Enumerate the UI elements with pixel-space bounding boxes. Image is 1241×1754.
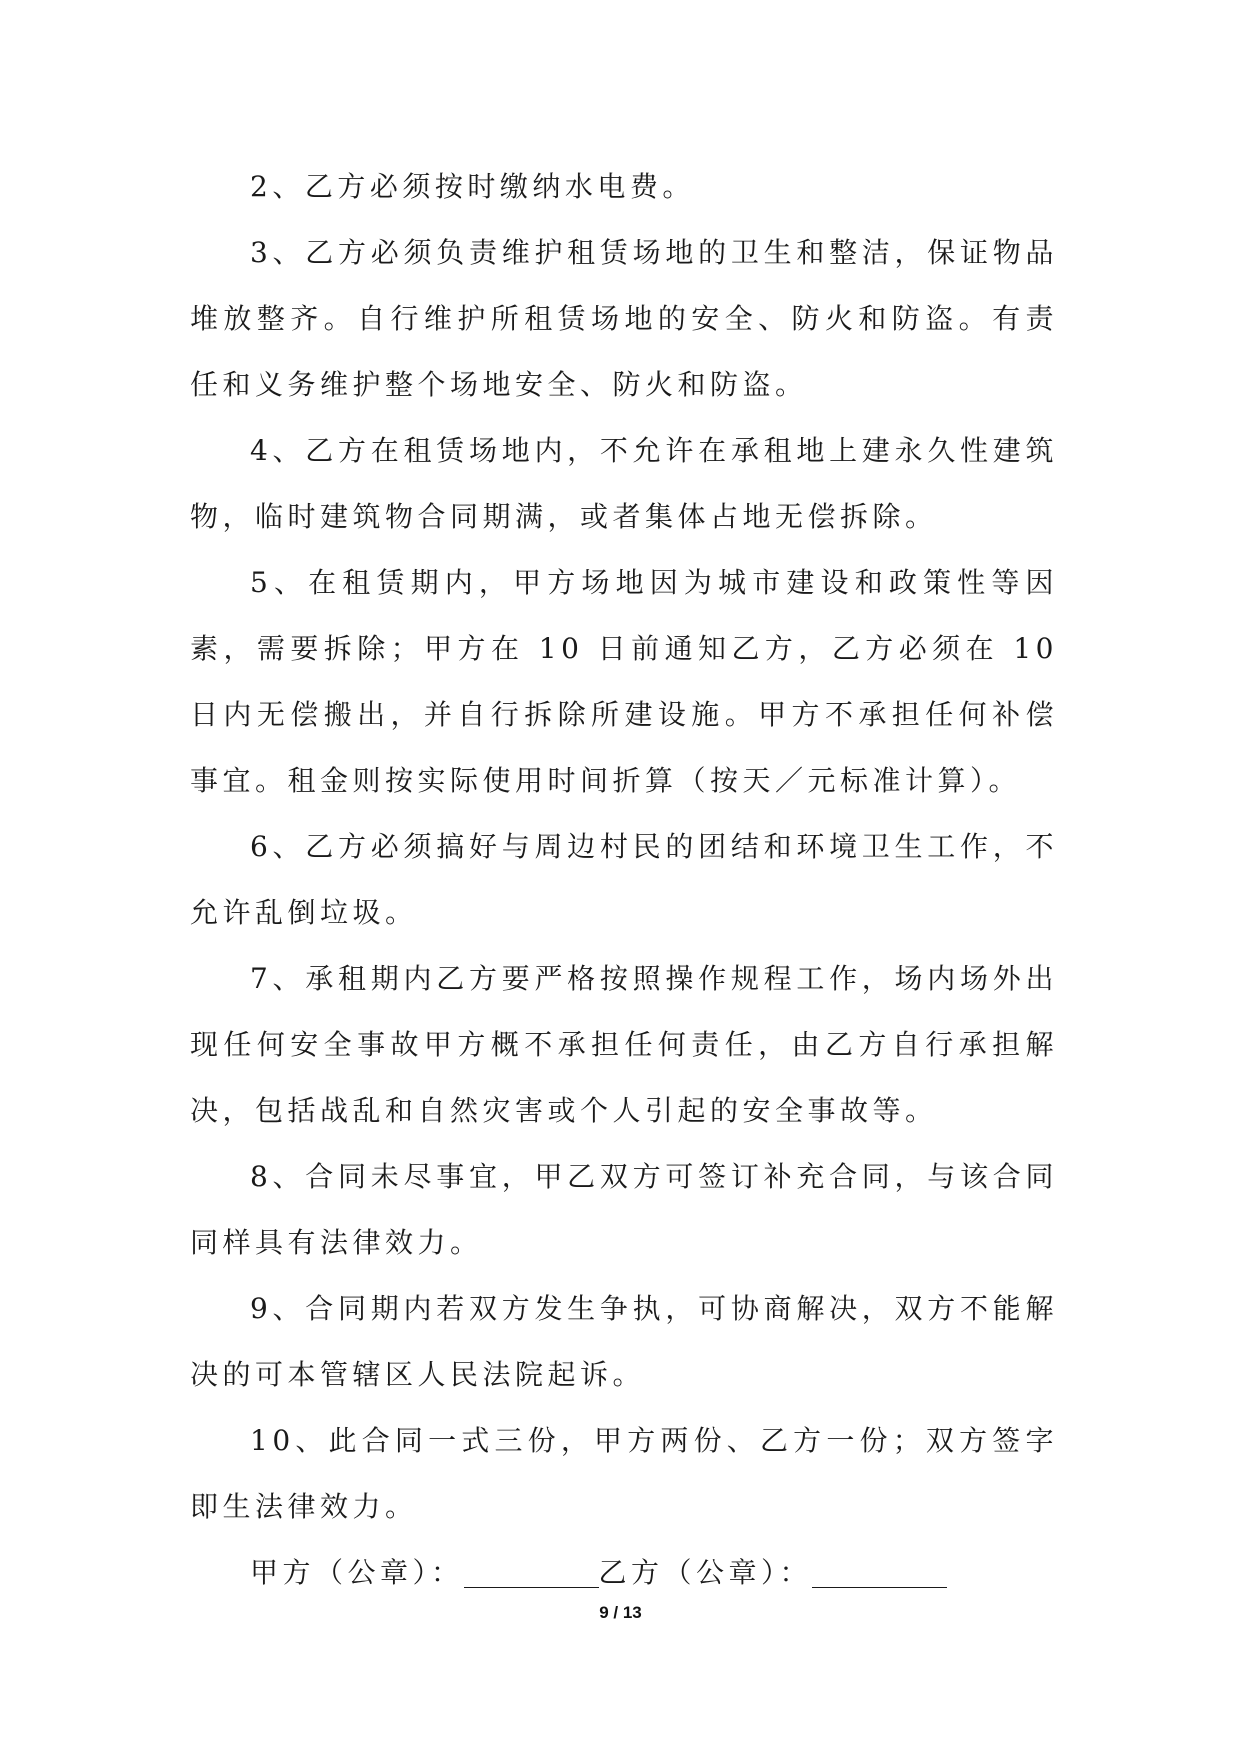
clause-8: 8、合同未尽事宜，甲乙双方可签订补充合同，与该合同同样具有法律效力。 [190, 1160, 1058, 1259]
clause-6: 6、乙方必须搞好与周边村民的团结和环境卫生工作，不允许乱倒垃圾。 [190, 830, 1058, 929]
clause-4: 4、乙方在租赁场地内，不允许在承租地上建永久性建筑物，临时建筑物合同期满，或者集体占地无偿拆除。 [190, 434, 1058, 533]
clause-2: 2、乙方必须按时缴纳水电费。 [250, 170, 695, 203]
clause-5: 5、在租赁期内，甲方场地因为城市建设和政策性等因素，需要拆除；甲方在 10 日前通知乙方，乙方必须在 10 日内无偿搬出，并自行拆除所建设施。甲方不承担任何补偿事宜。租金则按实际使用时间折算（按天／元标准计算）。 [190, 566, 1058, 797]
clause-9: 9、合同期内若双方发生争执，可协商解决，双方不能解决的可本管辖区人民法院起诉。 [190, 1292, 1058, 1391]
clause-7: 7、承租期内乙方要严格按照操作规程工作，场内场外出现任何安全事故甲方概不承担任何责任，由乙方自行承担解决，包括战乱和自然灾害或个人引起的安全事故等。 [190, 962, 1058, 1127]
contract-body [190, 154, 1058, 1606]
party-b-seal-blank [812, 1559, 947, 1588]
clause-3: 3、乙方必须负责维护租赁场地的卫生和整洁，保证物品堆放整齐。自行维护所租赁场地的安全、防火和防盗。有责任和义务维护整个场地安全、防火和防盗。 [190, 236, 1058, 401]
signature-line [190, 1540, 1058, 1606]
party-a-seal-label: 甲方（公章）： [250, 1556, 464, 1589]
party-b-seal-label: 乙方（公章）： [598, 1556, 813, 1589]
party-a-seal-blank [464, 1559, 599, 1588]
page-number: 9 / 13 [599, 1603, 642, 1622]
clause-10: 10、此合同一式三份，甲方两份、乙方一份；双方签字即生法律效力。 [190, 1424, 1058, 1523]
